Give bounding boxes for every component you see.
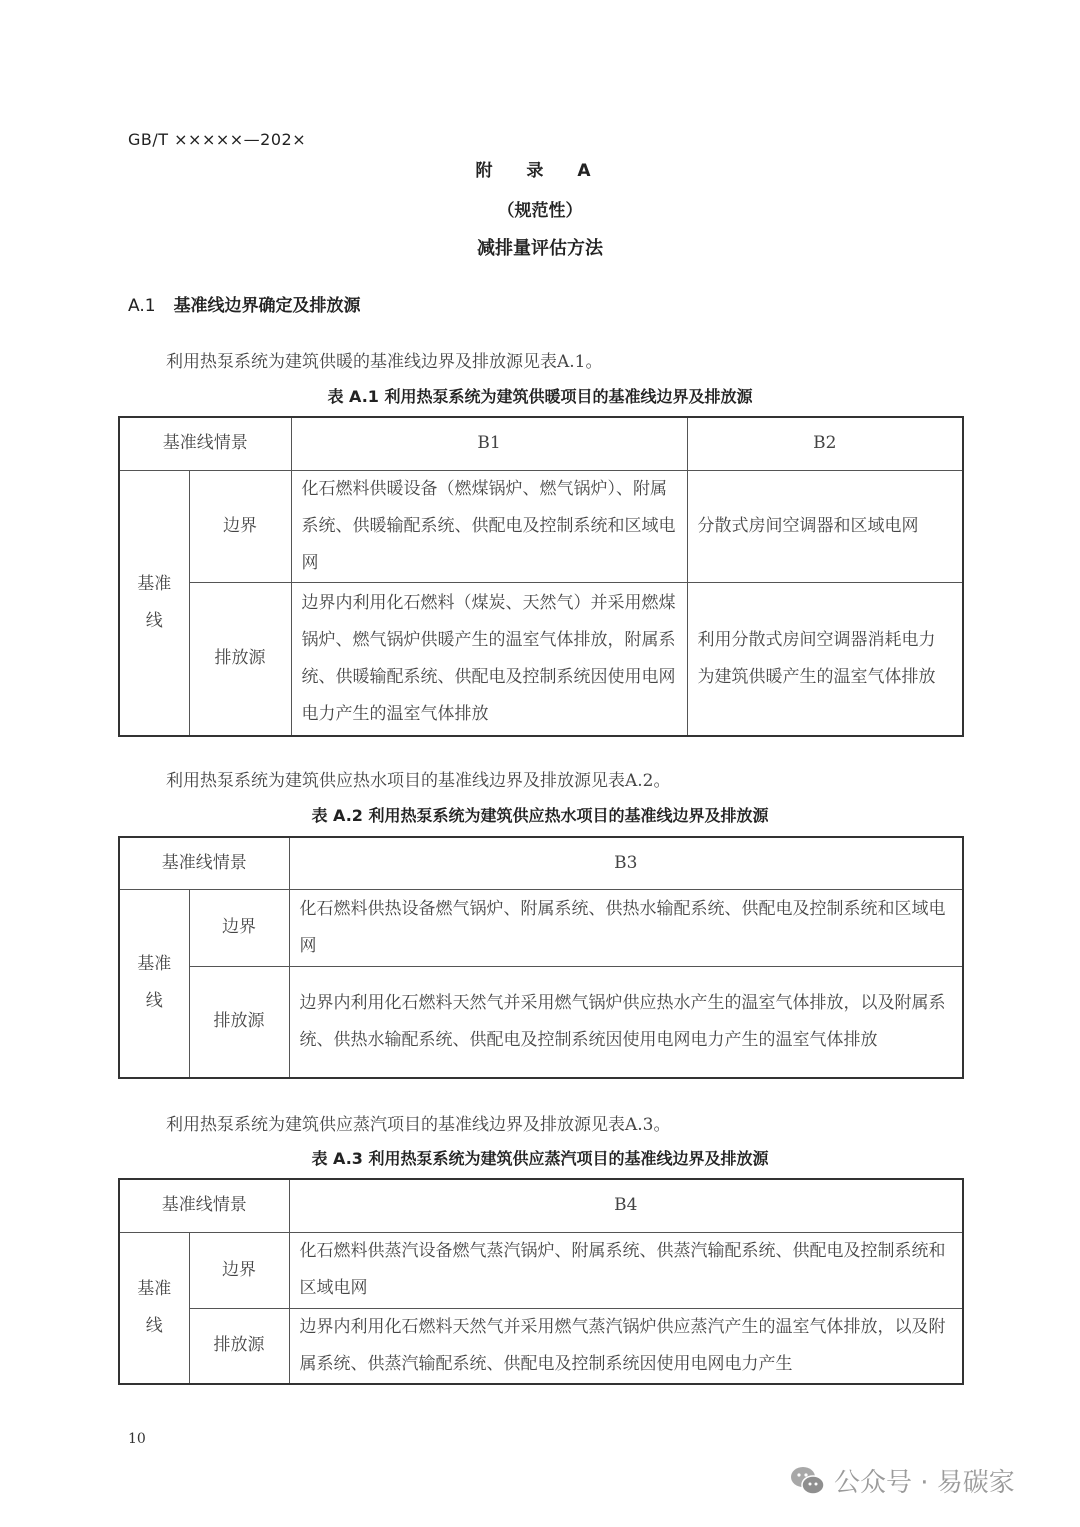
row-label-boundary: 边界 [189,889,289,966]
appendix-type: （规范性） [497,201,583,221]
wechat-icon [790,1465,826,1497]
table-a1 [118,416,964,737]
table-caption-a1: 表 A.1 利用热泵系统为建筑供暖项目的基准线边界及排放源 [327,387,753,406]
cell-b3-boundary: 化石燃料供热设备燃气锅炉、附属系统、供热水输配系统、供配电及控制系统和区域电网 [289,889,963,966]
paragraph-a1: 利用热泵系统为建筑供暖的基准线边界及排放源见表A.1。 [166,352,603,372]
cell-b3-emission: 边界内利用化石燃料天然气并采用燃气锅炉供应热水产生的温室气体排放，以及附属系统、供热水输配系统、供配电及控制系统因使用电网电力产生的温室气体排放 [289,966,963,1078]
page-number: 10 [128,1431,146,1447]
watermark-text: 公众号 · 易碳家 [834,1468,1015,1498]
row-label-emission: 排放源 [189,966,289,1078]
scenario-label: 基准线情景 [119,417,291,470]
column-header-b3: B3 [289,837,963,889]
watermark [790,1462,1015,1499]
table-row-emission [119,966,963,1078]
group-label: 基准 线 [119,1232,189,1384]
row-label-emission: 排放源 [189,582,291,736]
table-header-row [119,417,963,470]
column-header-b1: B1 [291,417,687,470]
cell-b2-boundary: 分散式房间空调器和区域电网 [687,470,963,582]
table-caption-a3: 表 A.3 利用热泵系统为建筑供应蒸汽项目的基准线边界及排放源 [311,1149,769,1168]
paragraph-a2: 利用热泵系统为建筑供应热水项目的基准线边界及排放源见表A.2。 [166,771,671,791]
row-label-emission: 排放源 [189,1308,289,1384]
table-a3 [118,1178,964,1385]
appendix-title: 附 录 A [475,161,605,181]
table-a2 [118,836,964,1079]
row-label-boundary: 边界 [189,1232,289,1308]
cell-b2-emission: 利用分散式房间空调器消耗电力为建筑供暖产生的温室气体排放 [687,582,963,736]
table-row-boundary [119,889,963,966]
column-header-b2: B2 [687,417,963,470]
cell-b4-emission: 边界内利用化石燃料天然气并采用燃气蒸汽锅炉供应蒸汽产生的温室气体排放，以及附属系统、供蒸汽输配系统、供配电及控制系统因使用电网电力产生 [289,1308,963,1384]
paragraph-a3: 利用热泵系统为建筑供应蒸汽项目的基准线边界及排放源见表A.3。 [166,1115,671,1135]
appendix-name: 减排量评估方法 [477,238,603,259]
standard-code: GB/T ×××××—202× [128,130,307,149]
cell-b4-boundary: 化石燃料供蒸汽设备燃气蒸汽锅炉、附属系统、供蒸汽输配系统、供配电及控制系统和区域电网 [289,1232,963,1308]
table-caption-a2: 表 A.2 利用热泵系统为建筑供应热水项目的基准线边界及排放源 [311,806,769,825]
table-row-boundary [119,470,963,582]
section-number: A.1 [128,296,156,316]
cell-b1-boundary: 化石燃料供暖设备（燃煤锅炉、燃气锅炉）、附属系统、供暖输配系统、供配电及控制系统和区域电网 [291,470,687,582]
column-header-b4: B4 [289,1179,963,1232]
table-header-row [119,837,963,889]
cell-b1-emission: 边界内利用化石燃料（煤炭、天然气）并采用燃煤锅炉、燃气锅炉供暖产生的温室气体排放，附属系统、供暖输配系统、供配电及控制系统因使用电网电力产生的温室气体排放 [291,582,687,736]
scenario-label: 基准线情景 [119,1179,289,1232]
row-label-boundary: 边界 [189,470,291,582]
table-row-boundary [119,1232,963,1308]
scenario-label: 基准线情景 [119,837,289,889]
section-heading [128,291,361,316]
table-row-emission [119,582,963,736]
table-header-row [119,1179,963,1232]
group-label: 基准 线 [119,889,189,1078]
table-row-emission [119,1308,963,1384]
section-title: 基准线边界确定及排放源 [173,296,361,316]
group-label: 基准 线 [119,470,189,736]
